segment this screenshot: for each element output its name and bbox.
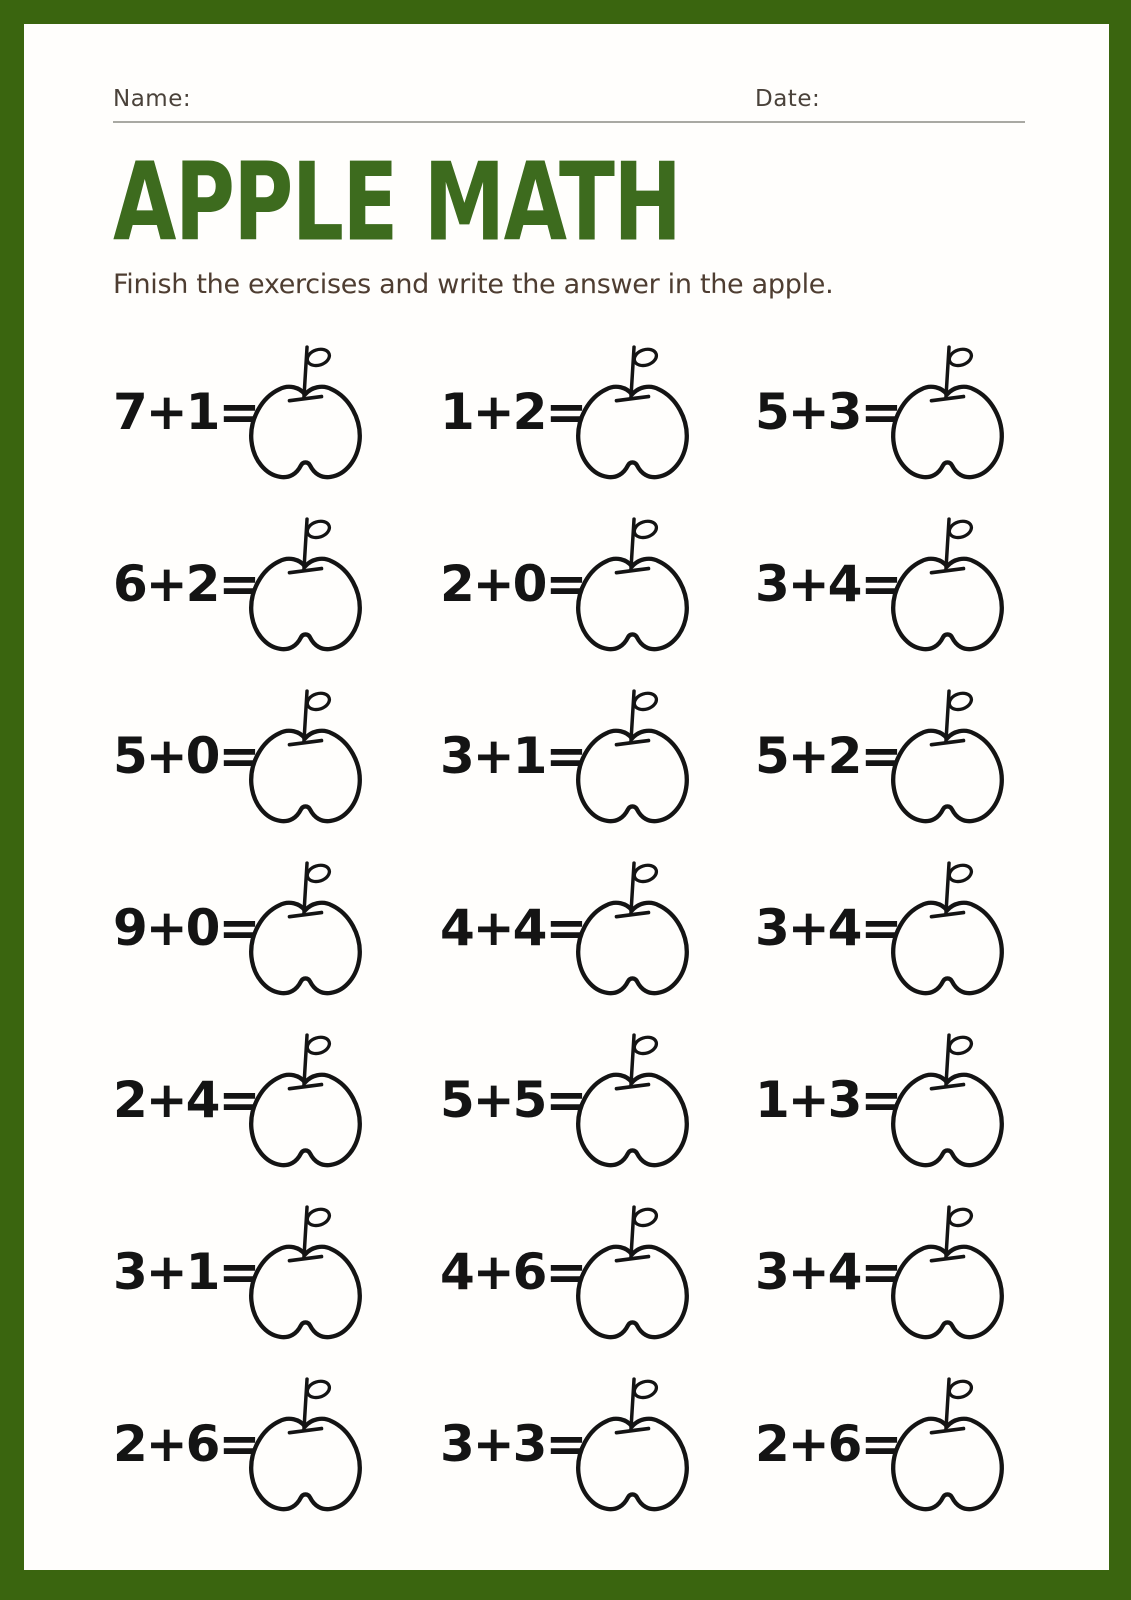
equation-label: 1+2= bbox=[440, 383, 586, 441]
apple-notch-dash bbox=[617, 741, 649, 745]
apple-stem-curl bbox=[305, 519, 331, 541]
problem-cell bbox=[440, 326, 755, 498]
apple-notch-dash bbox=[932, 1429, 964, 1433]
equation-label: 9+0= bbox=[113, 899, 259, 957]
apple-notch-dash bbox=[932, 741, 964, 745]
apple-stem-curl bbox=[305, 1035, 331, 1057]
problem-cell bbox=[755, 498, 1069, 670]
equation-label: 2+6= bbox=[755, 1415, 901, 1473]
page-content bbox=[24, 86, 1109, 1530]
problem-cell bbox=[755, 1014, 1069, 1186]
problem-cell bbox=[755, 1186, 1069, 1358]
apple-answer-icon[interactable] bbox=[566, 343, 700, 481]
problem-cell bbox=[113, 1014, 440, 1186]
problem-cell bbox=[113, 498, 440, 670]
apple-stem-curl bbox=[632, 1035, 658, 1057]
apple-stem-curl bbox=[632, 691, 658, 713]
apple-answer-icon[interactable] bbox=[881, 343, 1015, 481]
equation-label: 5+2= bbox=[755, 727, 901, 785]
equation-label: 3+4= bbox=[755, 899, 901, 957]
apple-stem-curl bbox=[947, 347, 973, 369]
apple-stem-curl bbox=[947, 519, 973, 541]
apple-notch-dash bbox=[290, 741, 322, 745]
apple-answer-icon[interactable] bbox=[881, 859, 1015, 997]
apple-notch-dash bbox=[290, 569, 322, 573]
apple-notch-dash bbox=[932, 1085, 964, 1089]
apple-notch-dash bbox=[932, 569, 964, 573]
apple-answer-icon[interactable] bbox=[881, 1203, 1015, 1341]
apple-answer-icon[interactable] bbox=[239, 1375, 373, 1513]
apple-answer-icon[interactable] bbox=[566, 1031, 700, 1169]
equation-label: 3+3= bbox=[440, 1415, 586, 1473]
problems-grid bbox=[113, 326, 1069, 1530]
problem-cell bbox=[755, 326, 1069, 498]
apple-notch-dash bbox=[617, 397, 649, 401]
problem-cell bbox=[440, 498, 755, 670]
apple-stem-curl bbox=[305, 1207, 331, 1229]
apple-answer-icon[interactable] bbox=[239, 1031, 373, 1169]
apple-notch-dash bbox=[932, 397, 964, 401]
equation-label: 3+1= bbox=[113, 1243, 259, 1301]
problem-cell bbox=[755, 842, 1069, 1014]
apple-stem-curl bbox=[305, 863, 331, 885]
problem-cell bbox=[113, 842, 440, 1014]
problem-cell bbox=[440, 670, 755, 842]
equation-label: 4+4= bbox=[440, 899, 586, 957]
apple-stem-curl bbox=[947, 1035, 973, 1057]
apple-stem-curl bbox=[632, 347, 658, 369]
apple-notch-dash bbox=[617, 1429, 649, 1433]
apple-answer-icon[interactable] bbox=[566, 859, 700, 997]
apple-stem-curl bbox=[305, 691, 331, 713]
apple-notch-dash bbox=[617, 1085, 649, 1089]
apple-notch-dash bbox=[290, 913, 322, 917]
name-date-writing-line[interactable] bbox=[113, 121, 1025, 123]
problem-cell bbox=[440, 1186, 755, 1358]
apple-answer-icon[interactable] bbox=[566, 515, 700, 653]
apple-stem-curl bbox=[632, 1207, 658, 1229]
apple-notch-dash bbox=[290, 1085, 322, 1089]
date-label: Date: bbox=[755, 86, 821, 112]
apple-answer-icon[interactable] bbox=[881, 1031, 1015, 1169]
apple-answer-icon[interactable] bbox=[239, 1203, 373, 1341]
equation-label: 3+4= bbox=[755, 555, 901, 613]
apple-stem-curl bbox=[947, 1207, 973, 1229]
problem-cell bbox=[113, 326, 440, 498]
apple-answer-icon[interactable] bbox=[566, 1375, 700, 1513]
equation-label: 3+4= bbox=[755, 1243, 901, 1301]
apple-answer-icon[interactable] bbox=[239, 515, 373, 653]
apple-notch-dash bbox=[290, 1257, 322, 1261]
problem-cell bbox=[113, 1358, 440, 1530]
equation-label: 5+5= bbox=[440, 1071, 586, 1129]
apple-answer-icon[interactable] bbox=[881, 1375, 1015, 1513]
equation-label: 7+1= bbox=[113, 383, 259, 441]
apple-notch-dash bbox=[290, 397, 322, 401]
equation-label: 6+2= bbox=[113, 555, 259, 613]
problem-cell bbox=[113, 670, 440, 842]
apple-stem-curl bbox=[305, 347, 331, 369]
apple-answer-icon[interactable] bbox=[566, 1203, 700, 1341]
apple-answer-icon[interactable] bbox=[566, 687, 700, 825]
apple-stem-curl bbox=[632, 863, 658, 885]
equation-label: 3+1= bbox=[440, 727, 586, 785]
apple-stem-curl bbox=[947, 1379, 973, 1401]
apple-stem-curl bbox=[632, 519, 658, 541]
apple-answer-icon[interactable] bbox=[881, 687, 1015, 825]
problem-cell bbox=[755, 670, 1069, 842]
apple-notch-dash bbox=[290, 1429, 322, 1433]
apple-answer-icon[interactable] bbox=[239, 343, 373, 481]
equation-label: 1+3= bbox=[755, 1071, 901, 1129]
equation-label: 5+0= bbox=[113, 727, 259, 785]
name-label: Name: bbox=[113, 86, 192, 112]
instructions-text: Finish the exercises and write the answer in the apple. bbox=[113, 269, 834, 300]
header-row bbox=[113, 86, 1069, 112]
apple-stem-curl bbox=[947, 691, 973, 713]
equation-label: 2+0= bbox=[440, 555, 586, 613]
page-title: APPLE MATH bbox=[113, 139, 681, 266]
problem-cell bbox=[440, 1014, 755, 1186]
apple-notch-dash bbox=[617, 913, 649, 917]
apple-stem-curl bbox=[305, 1379, 331, 1401]
equation-label: 2+6= bbox=[113, 1415, 259, 1473]
apple-answer-icon[interactable] bbox=[239, 687, 373, 825]
apple-notch-dash bbox=[617, 569, 649, 573]
equation-label: 2+4= bbox=[113, 1071, 259, 1129]
apple-notch-dash bbox=[617, 1257, 649, 1261]
problem-cell bbox=[440, 1358, 755, 1530]
apple-answer-icon[interactable] bbox=[881, 515, 1015, 653]
apple-stem-curl bbox=[632, 1379, 658, 1401]
problem-cell bbox=[440, 842, 755, 1014]
problem-cell bbox=[113, 1186, 440, 1358]
apple-notch-dash bbox=[932, 1257, 964, 1261]
apple-stem-curl bbox=[947, 863, 973, 885]
problem-cell bbox=[755, 1358, 1069, 1530]
apple-answer-icon[interactable] bbox=[239, 859, 373, 997]
equation-label: 4+6= bbox=[440, 1243, 586, 1301]
equation-label: 5+3= bbox=[755, 383, 901, 441]
apple-notch-dash bbox=[932, 913, 964, 917]
